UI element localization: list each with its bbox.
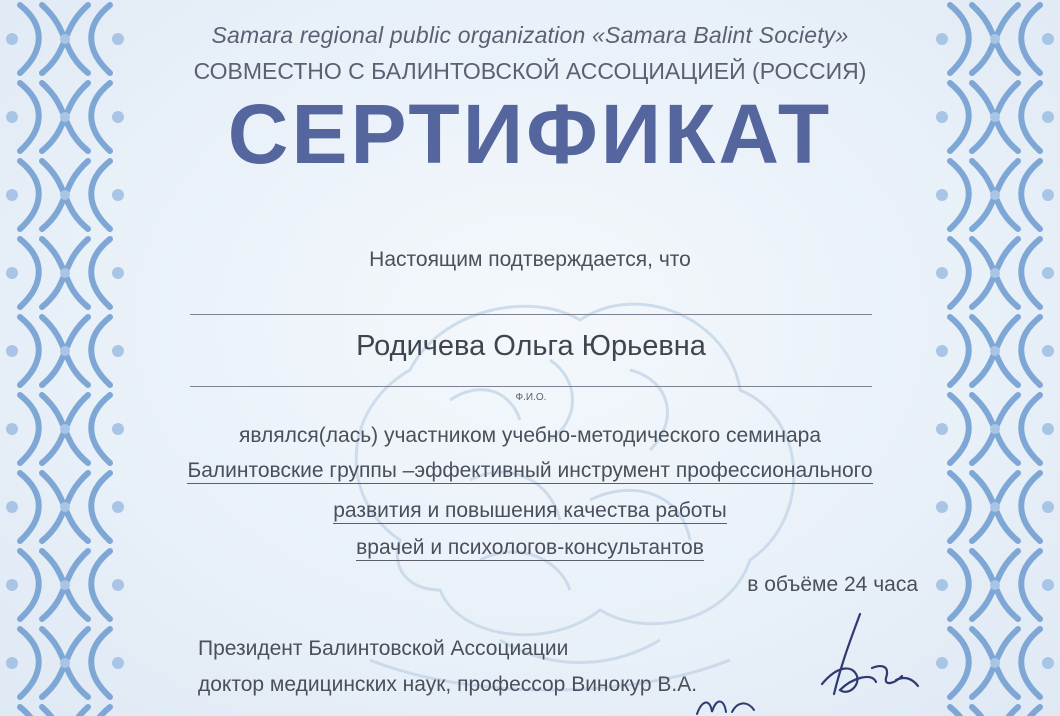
name-bottom-rule [190,386,872,387]
seminar-title-line-2: развития и повышения качества работы [333,499,727,522]
left-ornamental-border-icon [0,0,130,716]
recipient-name: Родичева Ольга Юрьевна [356,330,706,362]
certificate-title: СЕРТИФИКАТ [227,87,833,181]
handwritten-signature-icon [812,606,922,706]
confirmation-text: Настоящим подтверждается, что [369,248,691,271]
signatory-degree-name: доктор медицинских наук, профессор Винокур В.А. [198,673,698,696]
seminar-title-line-1: Балинтовские группы –эффективный инструмент профессионального [187,459,873,482]
name-caption: Ф.И.О. [515,392,547,403]
organization-name-en: Samara regional public organization «Samara Balint Society» [211,22,849,48]
seminar-title-line-3: врачей и психологов-консультантов [356,536,704,559]
secondary-signature-fragment-icon [692,692,762,716]
name-top-rule [190,314,872,315]
right-ornamental-border-icon [930,0,1060,716]
signatory-position: Президент Балинтовской Ассоциации [198,637,569,660]
organization-name-ru: СОВМЕСТНО С БАЛИНТОВСКОЙ АССОЦИАЦИЕЙ (РОССИЯ) [193,58,867,84]
participation-text: являлся(лась) участником учебно-методического семинара [238,424,822,447]
course-volume: в объёме 24 часа [747,573,918,596]
